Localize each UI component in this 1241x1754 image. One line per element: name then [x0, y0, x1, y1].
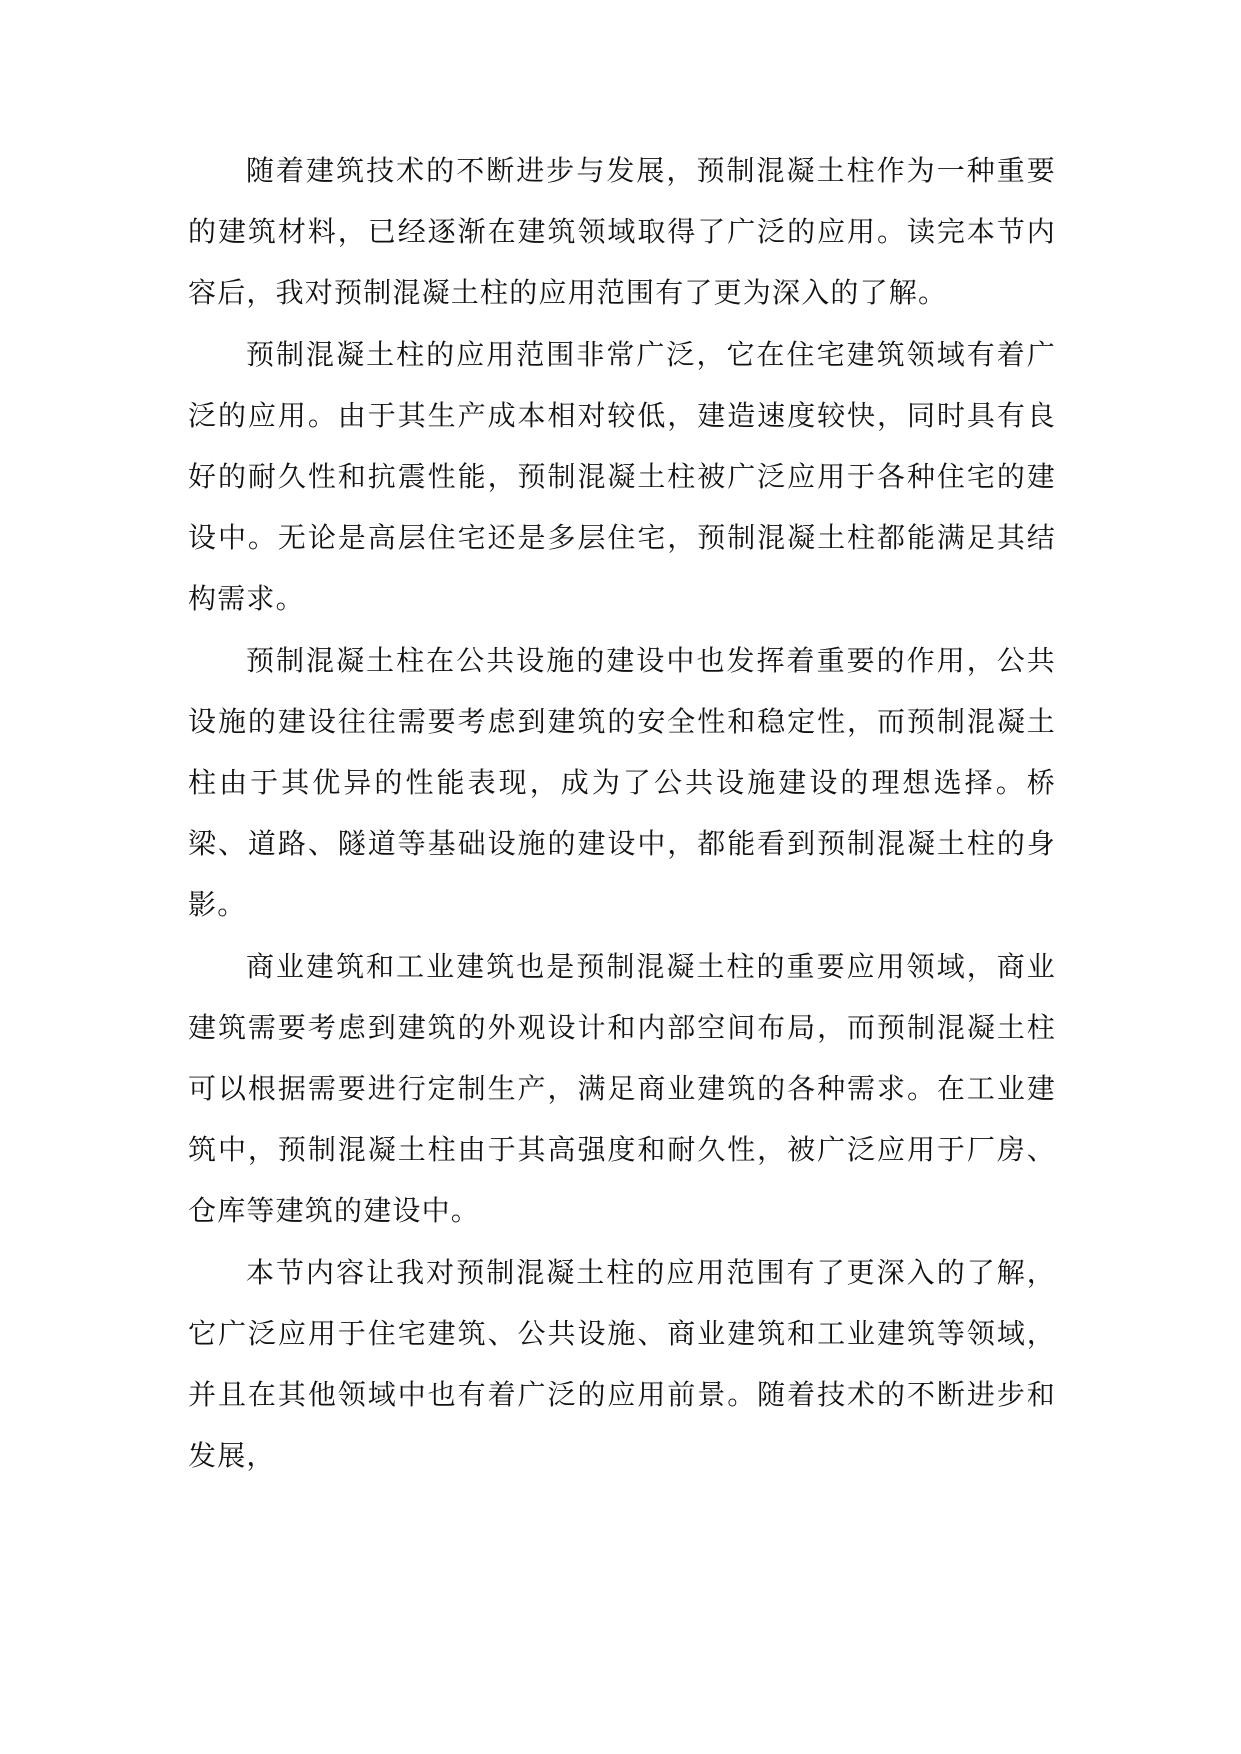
- paragraph-2: 预制混凝土柱的应用范围非常广泛，它在住宅建筑领域有着广泛的应用。由于其生产成本相对较低，建造速度较快，同时具有良好的耐久性和抗震性能，预制混凝土柱被广泛应用于各种住宅的建设中。无论是高层住宅还是多层住宅，预制混凝土柱都能满足其结构需求。: [188, 337, 1056, 616]
- paragraph-3: 预制混凝土柱在公共设施的建设中也发挥着重要的作用，公共设施的建设往往需要考虑到建筑的安全性和稳定性，而预制混凝土柱由于其优异的性能表现，成为了公共设施建设的理想选择。桥梁、道路、隧道等基础设施的建设中，都能看到预制混凝土柱的身影。: [188, 643, 1056, 922]
- paragraph-5: 本节内容让我对预制混凝土柱的应用范围有了更深入的了解，它广泛应用于住宅建筑、公共设施、商业建筑和工业建筑等领域，并且在其他领域中也有着广泛的应用前景。随着技术的不断进步和发展，: [188, 1255, 1056, 1473]
- paragraph-4: 商业建筑和工业建筑也是预制混凝土柱的重要应用领域，商业建筑需要考虑到建筑的外观设计和内部空间布局，而预制混凝土柱可以根据需要进行定制生产，满足商业建筑的各种需求。在工业建筑中，预制混凝土柱由于其高强度和耐久性，被广泛应用于厂房、仓库等建筑的建设中。: [188, 949, 1056, 1228]
- document-body: [188, 140, 1056, 1486]
- paragraph-1: 随着建筑技术的不断进步与发展，预制混凝土柱作为一种重要的建筑材料，已经逐渐在建筑领域取得了广泛的应用。读完本节内容后，我对预制混凝土柱的应用范围有了更为深入的了解。: [188, 154, 1056, 310]
